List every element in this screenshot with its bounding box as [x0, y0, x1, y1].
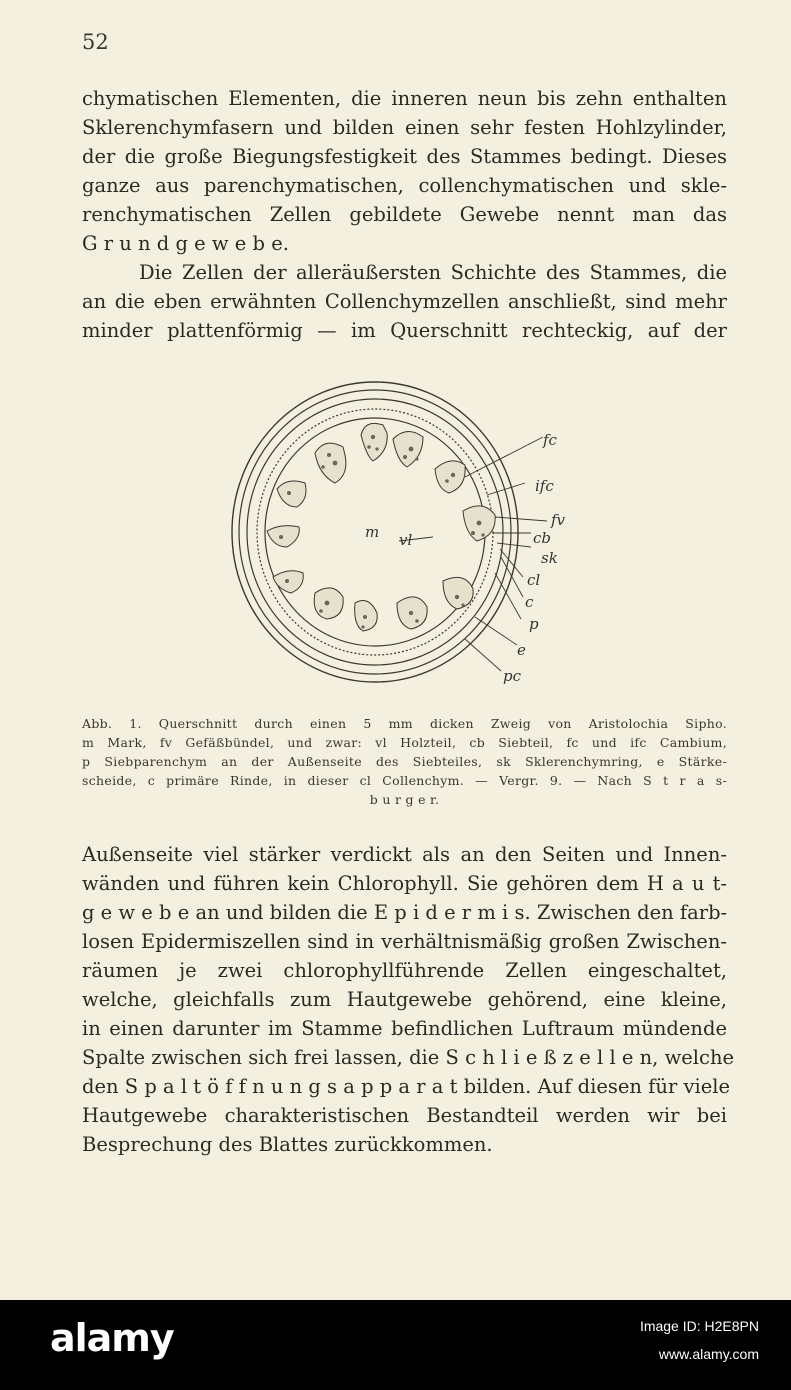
label-m: m — [365, 523, 380, 541]
paragraph-top — [82, 84, 727, 258]
text-line: chymatischen Elementen, die inneren neun bis zehn enthalten — [82, 87, 727, 110]
label-vl: vl — [399, 531, 413, 549]
figure-caption — [82, 714, 727, 809]
label-cl: cl — [527, 571, 541, 589]
text-line: welche, gleichfalls zum Hautgewebe gehörend, eine kleine, — [82, 988, 727, 1011]
text-line: an die eben erwähnten Collenchymzellen anschließt, sind mehr — [82, 290, 727, 313]
label-sk: sk — [541, 549, 558, 567]
text-line: Hautgewebe charakteristischen Bestandteil werden wir bei — [82, 1104, 727, 1127]
label-cb: cb — [533, 529, 552, 547]
text-line: den S p a l t ö f f n u n g s a p p a r a t bilden. Auf diesen für viele — [82, 1075, 731, 1098]
text-line: in einen darunter im Stamme befindlichen Luftraum mündende — [82, 1017, 727, 1040]
text-line: räumen je zwei chlorophyllführende Zellen eingeschaltet, — [82, 959, 727, 982]
caption-line: b u r g e r. — [369, 792, 440, 807]
text-line: renchymatischen Zellen gebildete Gewebe nennt man das — [82, 203, 727, 226]
text-line: g e w e b e an und bilden die E p i d e r m i s. Zwischen den farb- — [82, 901, 728, 924]
caption-line: Abb. 1. Querschnitt durch einen 5 mm dicken Zweig von Aristolochia Sipho. — [82, 716, 727, 731]
paragraph-second — [82, 258, 727, 345]
image-id: Image ID: H2E8PN — [639, 1318, 759, 1334]
page-number: 52 — [82, 30, 109, 54]
brand-logo[interactable]: alamy — [50, 1316, 174, 1360]
text-line: Spalte zwischen sich frei lassen, die S c h l i e ß z e l l e n, welche — [82, 1046, 735, 1069]
text-line: Außenseite viel stärker verdickt als an den Seiten und Innen- — [82, 843, 727, 866]
label-p: p — [529, 615, 539, 633]
caption-line: m Mark, fv Gefäßbündel, und zwar: vl Holzteil, cb Siebteil, fc und ifc Cambium, — [82, 735, 727, 750]
text-line: der die große Biegungsfestigkeit des Stammes bedingt. Dieses — [82, 145, 727, 168]
caption-line: scheide, c primäre Rinde, in dieser cl Collenchym. — Vergr. 9. — Nach S t r a s- — [82, 773, 727, 788]
text-line: G r u n d g e w e b e. — [82, 232, 289, 255]
text-line: Sklerenchymfasern und bilden einen sehr festen Hohlzylinder, — [82, 116, 727, 139]
label-pc: pc — [503, 667, 522, 685]
stem-cross-section-figure — [225, 377, 570, 692]
text-line: Die Zellen der alleräußersten Schichte des Stammes, die — [139, 261, 727, 284]
text-line: minder plattenförmig — im Querschnitt rechteckig, auf der — [82, 319, 727, 342]
label-fv: fv — [551, 511, 566, 529]
cross-section-drawing — [225, 377, 570, 692]
text-line: ganze aus parenchymatischen, collenchymatischen und skle- — [82, 174, 727, 197]
paragraph-bottom — [82, 840, 735, 1159]
label-ifc: ifc — [535, 477, 554, 495]
label-c: c — [525, 593, 534, 611]
text-line: losen Epidermiszellen sind in verhältnismäßig großen Zwischen- — [82, 930, 727, 953]
label-fc: fc — [543, 431, 557, 449]
label-e: e — [517, 641, 526, 659]
site-link[interactable]: www.alamy.com — [658, 1346, 759, 1362]
text-line: wänden und führen kein Chlorophyll. Sie gehören dem H a u t- — [82, 872, 727, 895]
caption-line: p Siebparenchym an der Außenseite des Siebteiles, sk Sklerenchymring, e Stärke- — [82, 754, 727, 769]
text-line: Besprechung des Blattes zurückkommen. — [82, 1133, 493, 1156]
